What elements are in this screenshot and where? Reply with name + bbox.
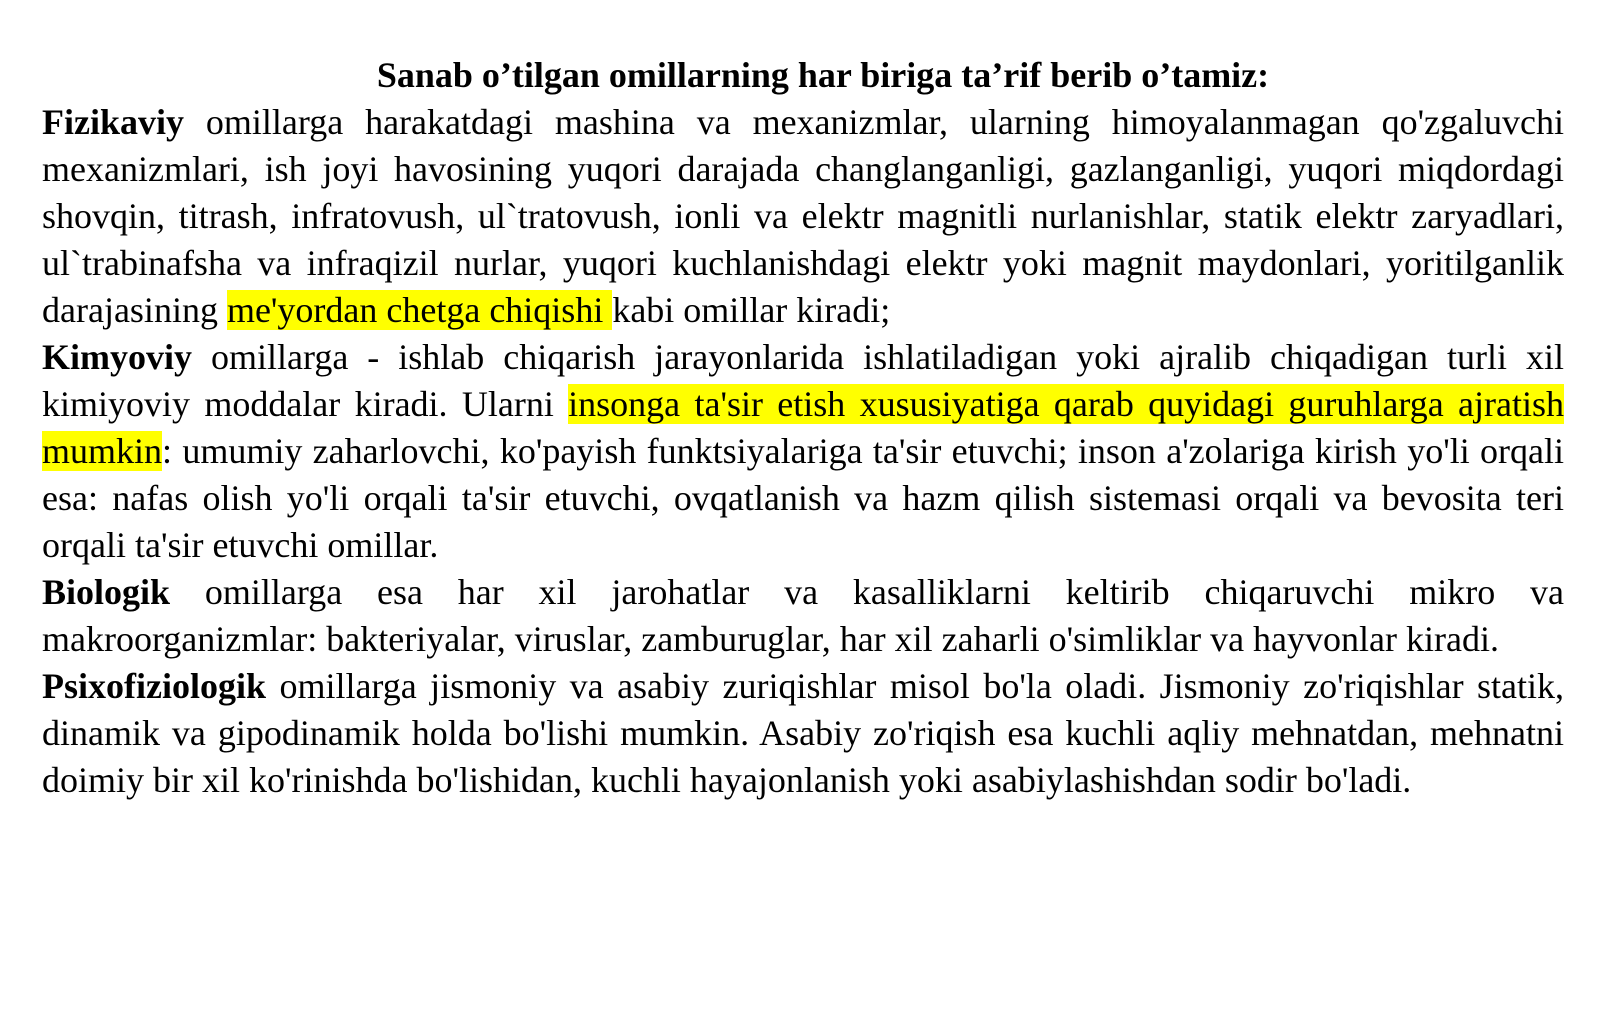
paragraph-kimyoviy <box>42 334 1564 569</box>
term-kimyoviy: Kimyoviy <box>42 337 192 377</box>
paragraph-fizikaviy <box>42 99 1564 334</box>
term-fizikaviy: Fizikaviy <box>42 102 184 142</box>
document-title: Sanab o’tilgan omillarning har biriga ta’rif berib o’tamiz: <box>376 55 1270 95</box>
paragraph-text: omillarga jismoniy va asabiy zuriqishlar misol bo'la oladi. Jismoniy zo'riqishlar statik, dinamik va gipodinamik holda bo'lishi mumkin. Asabiy zo'riqish esa kuchli aqliy mehnatdan, mehnatni doimiy bir xil ko'rinishda bo'lishidan, kuchli hayajonlanish yoki asabiylashishdan sodir bo'ladi. <box>42 666 1564 800</box>
paragraph-text: kabi omillar kiradi; <box>612 290 891 330</box>
paragraph-psixofiziologik <box>42 663 1564 804</box>
term-psixofiziologik: Psixofiziologik <box>42 666 266 706</box>
paragraph-text: omillarga esa har xil jarohatlar va kasalliklarni keltirib chiqaruvchi mikro va makroorganizmlar: bakteriyalar, viruslar, zamburuglar, har xil zaharli o'simliklar va hayvonlar kiradi. <box>42 572 1564 659</box>
paragraph-text: omillarga - ishlab chiqarish jarayonlarida ishlatiladigan yoki ajralib chiqadigan turli xil kimiyoviy moddalar kiradi. Ularni <box>42 337 1564 424</box>
term-biologik: Biologik <box>42 572 171 612</box>
highlighted-text: insonga ta'sir etish xususiyatiga qarab quyidagi guruhlarga ajratish mumkin <box>42 384 1564 471</box>
document-page <box>42 52 1564 804</box>
paragraph-text: : umumiy zaharlovchi, ko'payish funktsiyalariga ta'sir etuvchi; inson a'zolariga kirish yo'li orqali esa: nafas olish yo'li orqali ta'sir etuvchi, ovqatlanish va hazm qilish sistemasi orqali va bevosita teri orqali ta'sir etuvchi omillar. <box>42 431 1564 565</box>
highlighted-text: me'yordan chetga chiqishi <box>226 290 613 330</box>
paragraph-text: omillarga harakatdagi mashina va mexanizmlar, ularning himoyalanmagan qo'zgaluvchi mexanizmlari, ish joyi havosining yuqori darajada changlanganligi, gazlanganligi, yuqori miqdordagi shovqin, titrash, infratovush, ul`tratovush, ionli va elektr magnitli nurlanishlar, statik elektr zaryadlari, ul`trabinafsha va infraqizil nurlar, yuqori kuchlanishdagi elektr yoki magnit maydonlari, yoritilganlik darajasining <box>42 102 1564 330</box>
paragraph-biologik <box>42 569 1564 663</box>
